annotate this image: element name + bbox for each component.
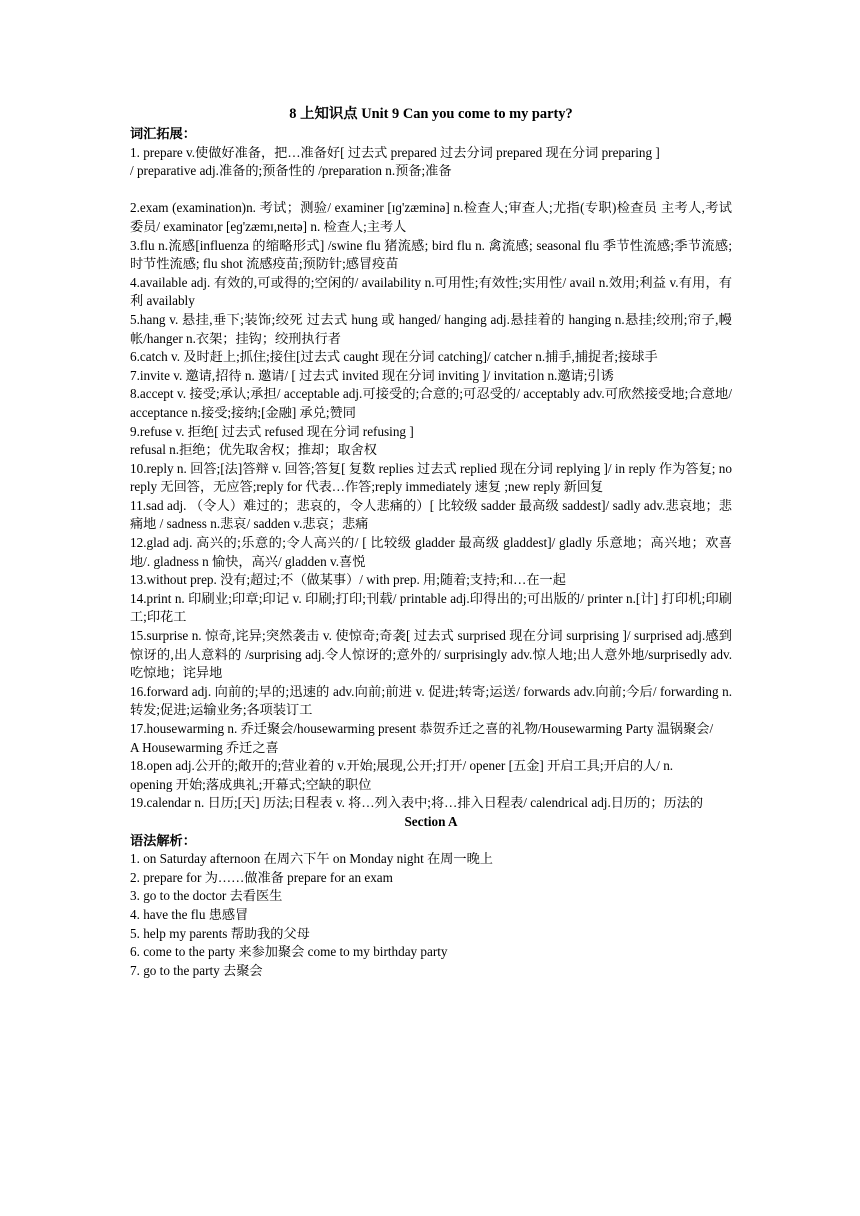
vocab-entry: A Housewarming 乔迁之喜 [130,739,279,755]
vocab-entry: 10.reply n. 回答;[法]答辩 v. 回答;答复[ 复数 replies 过去式 replied 现在分词 replying ]/ in reply 作为答复; no reply 无回答，无应答;reply for 代表…作答;reply immediately 速复 ;new reply 新回复 [130,460,732,495]
vocab-entry: 13.without prep. 没有;超过;不（做某事）/ with prep. 用;随着;支持;和…在一起 [130,572,566,588]
vocab-entry: / preparative adj.准备的;预备性的 /preparation n.预备;准备 [130,163,452,179]
vocab-entry: 1. prepare v.使做好准备，把…准备好[ 过去式 prepared 过去分词 prepared 现在分词 preparing ] [130,144,660,160]
vocab-entry: 6.catch v. 及时赶上;抓住;接住[过去式 caught 现在分词 catching]/ catcher n.捕手,捕捉者;接球手 [130,349,658,365]
vocab-entry: 14.print n. 印刷业;印章;印记 v. 印刷;打印;刊载/ printable adj.印得出的;可出版的/ printer n.[计] 打印机;印刷工;印花工 [130,590,732,625]
vocab-entry: 8.accept v. 接受;承认;承担/ acceptable adj.可接受的;合意的;可忍受的/ acceptably adv.可欣然接受地;合意地/ acceptance n.接受;接纳;[金融] 承兑;赞同 [130,386,732,420]
vocab-entry: 2.exam (examination)n. 考试；测验/ examiner [ɪɡ'zæminə] n.检查人;审查人;尤指(专职)检查员 主考人,考试委员/ examinator [eɡ'zæmɪ,neɪtə] n. 检查人;主考人 [130,200,732,234]
vocab-entry: 19.calendar n. 日历;[天] 历法;日程表 v. 将…列入表中;将…排入日程表/ calendrical adj.日历的；历法的 [130,795,704,811]
vocab-entry: 12.glad adj. 高兴的;乐意的;令人高兴的/ [ 比较级 gladder 最高级 gladdest]/ gladly 乐意地；高兴地；欢喜地/. gladness n 愉快，高兴/ gladden v.喜悦 [130,535,732,569]
vocab-entry: 16.forward adj. 向前的;早的;迅速的 adv.向前;前进 v. 促进;转寄;运送/ forwards adv.向前;今后/ forwarding n. 转发;促进;运输业务;各项装订工 [130,683,732,718]
grammar-heading: 语法解析： [130,832,196,848]
vocab-entry: 15.surprise n. 惊奇,诧异;突然袭击 v. 使惊奇;奇袭[ 过去式 surprised 现在分词 surprising ]/ surprised adj.感到惊讶的,出人意料的 /surprising adj.令人惊讶的;意外的/ surprisingly adv.惊人地;出人意外地/surprisedly adv.吃惊地；诧异地 [130,628,732,681]
vocab-entry: 18.open adj.公开的;敞开的;营业着的 v.开始;展现,公开;打开/ opener [五金] 开启工具;开启的人/ n. [130,758,674,774]
vocab-entry: 5.hang v. 悬挂,垂下;装饰;绞死 过去式 hung 或 hanged/ hanging adj.悬挂着的 hanging n.悬挂;绞刑;帘子,幔帐/hanger n.衣架；挂钩；绞刑执行者 [130,311,732,346]
vocab-entry: 17.housewarming n. 乔迁聚会/housewarming present 恭贺乔迁之喜的礼物/Housewarming Party 温锅聚会/ [130,721,714,736]
grammar-item: 6. come to the party 来参加聚会 come to my birthday party [130,944,448,960]
document-page [130,104,732,980]
grammar-item: 2. prepare for 为……做准备 prepare for an exam [130,869,393,885]
vocab-heading: 词汇拓展： [130,126,196,141]
vocab-entry: opening 开始;落成典礼;开幕式;空缺的职位 [130,776,372,792]
vocab-entry: 9.refuse v. 拒绝[ 过去式 refused 现在分词 refusing ] [130,423,414,439]
vocab-entry: 7.invite v. 邀请,招待 n. 邀请/ [ 过去式 invited 现在分词 inviting ]/ invitation n.邀请;引诱 [130,367,614,383]
grammar-item: 4. have the flu 患感冒 [130,906,249,922]
grammar-item: 3. go to the doctor 去看医生 [130,888,283,904]
blank-line [130,181,732,200]
document-title: 8 上知识点 Unit 9 Can you come to my party? [289,106,573,122]
grammar-item: 1. on Saturday afternoon 在周六下午 on Monday night 在周一晚上 [130,851,493,867]
vocab-entry: refusal n.拒绝；优先取舍权；推却；取舍权 [130,442,377,458]
grammar-item: 7. go to the party 去聚会 [130,962,263,978]
grammar-item: 5. help my parents 帮助我的父母 [130,925,310,941]
vocab-entry: 3.flu n.流感[influenza 的缩略形式] /swine flu 猪流感; bird flu n. 禽流感; seasonal flu 季节性流感;季节流感;时节性流感; flu shot 流感疫苗;预防针;感冒疫苗 [130,237,732,272]
vocab-entry: 4.available adj. 有效的,可或得的;空闲的/ availability n.可用性;有效性;实用性/ avail n.效用;利益 v.有用，有利 availably [130,274,732,309]
section-title: Section A [404,813,458,829]
vocab-entry: 11.sad adj. （令人）难过的；悲哀的，令人悲痛的）[ 比较级 sadder 最高级 saddest]/ sadly adv.悲哀地；悲痛地 / sadness n.悲哀/ sadden v.悲哀；悲痛 [130,497,732,532]
